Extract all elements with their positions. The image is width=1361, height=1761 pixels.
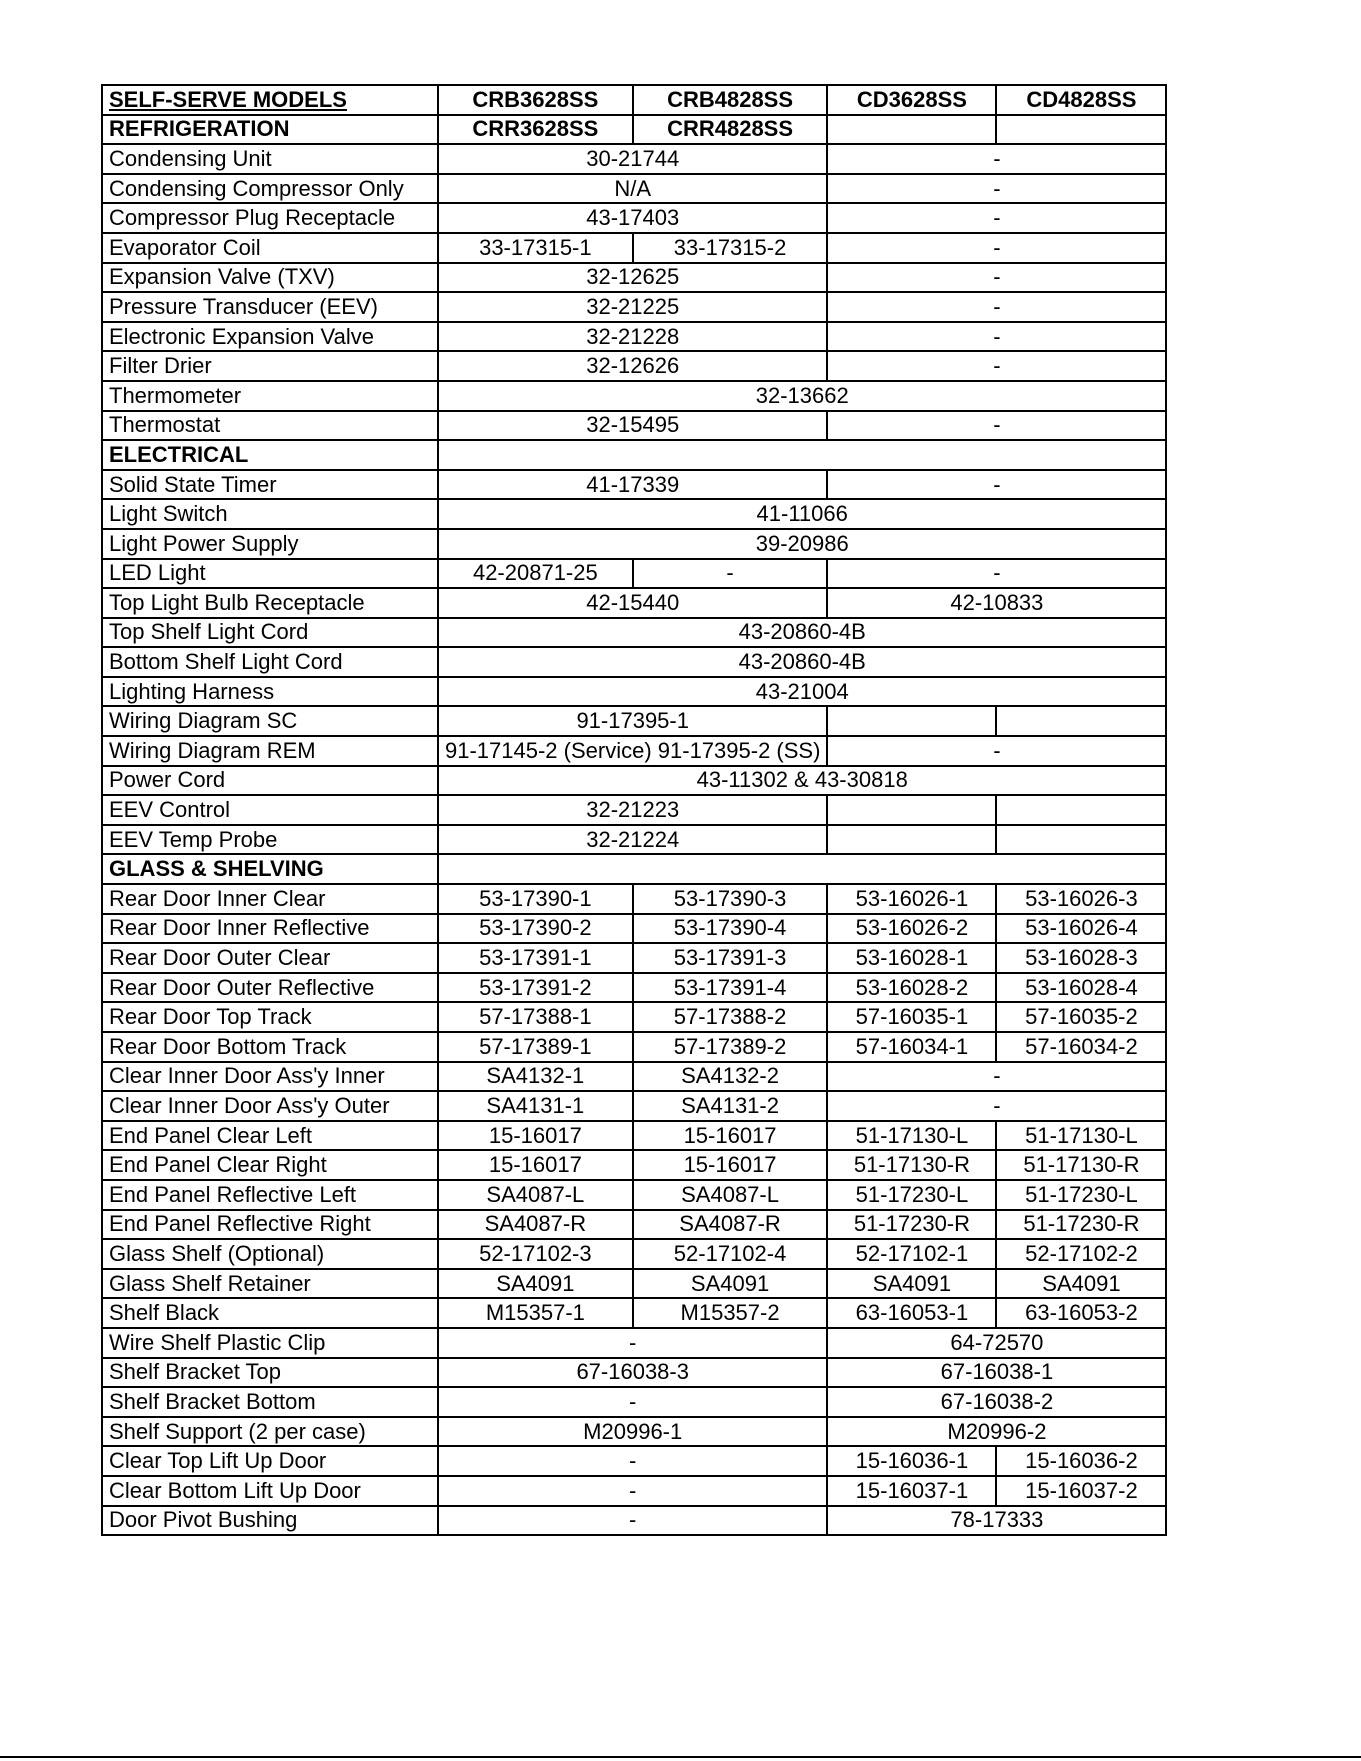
model-header — [827, 115, 996, 145]
part-number: 67-16038-3 — [438, 1358, 827, 1388]
part-number: 32-12625 — [438, 263, 827, 293]
table-row — [102, 499, 1166, 529]
part-number: 33-17315-2 — [633, 233, 828, 263]
table-row — [102, 203, 1166, 233]
part-number: 32-21224 — [438, 825, 827, 855]
table-title: SELF-SERVE MODELS — [102, 85, 438, 115]
table-row — [102, 351, 1166, 381]
section-heading-glass-shelving: GLASS & SHELVING — [102, 854, 438, 884]
part-number: - — [438, 1476, 827, 1506]
part-label: Condensing Compressor Only — [102, 174, 438, 204]
part-label: Shelf Bracket Top — [102, 1358, 438, 1388]
part-label: Pressure Transducer (EEV) — [102, 292, 438, 322]
part-label: Compressor Plug Receptacle — [102, 203, 438, 233]
part-number: 67-16038-2 — [827, 1387, 1166, 1417]
part-number: 53-16026-1 — [827, 884, 996, 914]
part-label: LED Light — [102, 559, 438, 589]
part-number — [996, 795, 1166, 825]
table-row — [102, 1180, 1166, 1210]
part-number: 53-16028-3 — [996, 943, 1166, 973]
part-number: 32-21225 — [438, 292, 827, 322]
table-row — [102, 559, 1166, 589]
part-number: 57-17389-1 — [438, 1032, 633, 1062]
part-number: - — [827, 411, 1166, 441]
part-number: 53-17391-4 — [633, 973, 828, 1003]
part-number: 15-16037-1 — [827, 1476, 996, 1506]
part-number: 64-72570 — [827, 1328, 1166, 1358]
part-number: SA4091 — [633, 1269, 828, 1299]
part-number: - — [827, 144, 1166, 174]
part-number: SA4087-L — [438, 1180, 633, 1210]
part-label: Shelf Support (2 per case) — [102, 1417, 438, 1447]
part-number: 53-16028-2 — [827, 973, 996, 1003]
part-number: - — [827, 559, 1166, 589]
part-number — [827, 706, 996, 736]
table-row — [102, 381, 1166, 411]
table-row — [102, 1417, 1166, 1447]
part-number: - — [438, 1387, 827, 1417]
part-number: SA4091 — [996, 1269, 1166, 1299]
part-number: - — [827, 470, 1166, 500]
part-number: - — [827, 174, 1166, 204]
table-row — [102, 1387, 1166, 1417]
table-row — [102, 411, 1166, 441]
part-label: Rear Door Inner Clear — [102, 884, 438, 914]
part-number — [996, 706, 1166, 736]
electrical-section — [102, 440, 1166, 854]
part-number: - — [827, 736, 1166, 766]
part-number: 53-16026-3 — [996, 884, 1166, 914]
table-row — [102, 706, 1166, 736]
part-number: 57-16035-1 — [827, 1002, 996, 1032]
part-number: SA4091 — [438, 1269, 633, 1299]
section-heading-spacer — [438, 854, 1166, 884]
part-number: SA4132-1 — [438, 1062, 633, 1092]
part-number: 78-17333 — [827, 1506, 1166, 1536]
part-label: Clear Top Lift Up Door — [102, 1446, 438, 1476]
part-label: Expansion Valve (TXV) — [102, 263, 438, 293]
part-number: 91-17145-2 (Service) 91-17395-2 (SS) — [438, 736, 827, 766]
part-label: Rear Door Outer Clear — [102, 943, 438, 973]
part-number: 42-10833 — [827, 588, 1166, 618]
table-row — [102, 144, 1166, 174]
table-row — [102, 618, 1166, 648]
part-label: Power Cord — [102, 766, 438, 796]
part-number: 33-17315-1 — [438, 233, 633, 263]
part-label: End Panel Clear Right — [102, 1150, 438, 1180]
part-label: Filter Drier — [102, 351, 438, 381]
table-row — [102, 795, 1166, 825]
table-row — [102, 1032, 1166, 1062]
table-row — [102, 470, 1166, 500]
refrigeration-section — [102, 144, 1166, 440]
part-number: 32-12626 — [438, 351, 827, 381]
part-label: Rear Door Inner Reflective — [102, 914, 438, 944]
part-number: 15-16036-2 — [996, 1446, 1166, 1476]
part-label: Rear Door Bottom Track — [102, 1032, 438, 1062]
part-label: Evaporator Coil — [102, 233, 438, 263]
part-number: - — [827, 1062, 1166, 1092]
part-number: 43-11302 & 43-30818 — [438, 766, 1166, 796]
part-number: 53-16028-1 — [827, 943, 996, 973]
parts-sheet — [101, 84, 1167, 1536]
table-row — [102, 588, 1166, 618]
table-row — [102, 1121, 1166, 1151]
part-label: Thermostat — [102, 411, 438, 441]
part-label: Rear Door Top Track — [102, 1002, 438, 1032]
model-header — [996, 115, 1166, 145]
model-header: CD4828SS — [996, 85, 1166, 115]
table-row — [102, 1446, 1166, 1476]
part-label: Wiring Diagram REM — [102, 736, 438, 766]
part-number: 53-17391-2 — [438, 973, 633, 1003]
part-number: 91-17395-1 — [438, 706, 827, 736]
header-row-1 — [102, 85, 1166, 115]
part-label: End Panel Clear Left — [102, 1121, 438, 1151]
part-number: 57-16035-2 — [996, 1002, 1166, 1032]
part-number: 32-15495 — [438, 411, 827, 441]
table-row — [102, 914, 1166, 944]
part-number: 53-17390-1 — [438, 884, 633, 914]
part-number: 15-16017 — [438, 1150, 633, 1180]
parts-table — [101, 84, 1167, 1536]
part-number: SA4131-1 — [438, 1091, 633, 1121]
table-row — [102, 292, 1166, 322]
part-number: 51-17130-L — [827, 1121, 996, 1151]
model-header: CRB4828SS — [633, 85, 828, 115]
page-bottom-rule — [0, 1756, 1361, 1758]
part-number: 57-16034-1 — [827, 1032, 996, 1062]
section-heading-refrigeration: REFRIGERATION — [102, 115, 438, 145]
part-label: Top Shelf Light Cord — [102, 618, 438, 648]
part-number: M20996-1 — [438, 1417, 827, 1447]
part-number: N/A — [438, 174, 827, 204]
table-row — [102, 825, 1166, 855]
part-label: Glass Shelf Retainer — [102, 1269, 438, 1299]
part-label: EEV Temp Probe — [102, 825, 438, 855]
part-number: - — [827, 351, 1166, 381]
part-number: 43-20860-4B — [438, 618, 1166, 648]
table-row — [102, 1239, 1166, 1269]
part-number: 51-17230-L — [827, 1180, 996, 1210]
part-number: SA4132-2 — [633, 1062, 828, 1092]
part-number: - — [438, 1446, 827, 1476]
part-label: Top Light Bulb Receptacle — [102, 588, 438, 618]
part-label: Clear Inner Door Ass'y Inner — [102, 1062, 438, 1092]
table-row — [102, 1328, 1166, 1358]
part-number: SA4087-R — [633, 1210, 828, 1240]
part-number: 57-17388-2 — [633, 1002, 828, 1032]
part-number: 51-17230-L — [996, 1180, 1166, 1210]
part-number: M15357-2 — [633, 1298, 828, 1328]
part-label: Condensing Unit — [102, 144, 438, 174]
part-number: 42-15440 — [438, 588, 827, 618]
table-row — [102, 1358, 1166, 1388]
table-row — [102, 1476, 1166, 1506]
part-number: 57-17389-2 — [633, 1032, 828, 1062]
table-row — [102, 766, 1166, 796]
part-label: Light Switch — [102, 499, 438, 529]
table-row — [102, 1210, 1166, 1240]
table-row — [102, 943, 1166, 973]
part-number: SA4131-2 — [633, 1091, 828, 1121]
table-row — [102, 973, 1166, 1003]
part-number: 51-17130-R — [996, 1150, 1166, 1180]
part-number: 67-16038-1 — [827, 1358, 1166, 1388]
part-number — [996, 825, 1166, 855]
model-header: CRB3628SS — [438, 85, 633, 115]
model-header: CRR3628SS — [438, 115, 633, 145]
part-label: Solid State Timer — [102, 470, 438, 500]
table-row — [102, 1091, 1166, 1121]
part-number: 53-17391-3 — [633, 943, 828, 973]
part-label: EEV Control — [102, 795, 438, 825]
table-row — [102, 1062, 1166, 1092]
part-label: Electronic Expansion Valve — [102, 322, 438, 352]
table-row — [102, 233, 1166, 263]
part-number: - — [827, 263, 1166, 293]
part-label: Clear Bottom Lift Up Door — [102, 1476, 438, 1506]
part-number: 53-16026-2 — [827, 914, 996, 944]
part-number: - — [827, 233, 1166, 263]
part-number: 53-17390-2 — [438, 914, 633, 944]
part-number: 41-11066 — [438, 499, 1166, 529]
part-number: - — [827, 322, 1166, 352]
part-number: - — [633, 559, 828, 589]
part-number: - — [438, 1328, 827, 1358]
part-number: 42-20871-25 — [438, 559, 633, 589]
part-number: 51-17230-R — [827, 1210, 996, 1240]
part-label: Thermometer — [102, 381, 438, 411]
part-number: 43-21004 — [438, 677, 1166, 707]
part-label: Wiring Diagram SC — [102, 706, 438, 736]
model-header: CD3628SS — [827, 85, 996, 115]
part-label: Bottom Shelf Light Cord — [102, 647, 438, 677]
part-label: Clear Inner Door Ass'y Outer — [102, 1091, 438, 1121]
part-number: 30-21744 — [438, 144, 827, 174]
part-number — [827, 825, 996, 855]
table-row — [102, 1298, 1166, 1328]
table-row — [102, 647, 1166, 677]
part-number: 43-17403 — [438, 203, 827, 233]
part-number: 51-17130-R — [827, 1150, 996, 1180]
table-row — [102, 1506, 1166, 1536]
part-number: 52-17102-3 — [438, 1239, 633, 1269]
glass-shelving-section — [102, 854, 1166, 1535]
part-number: - — [827, 1091, 1166, 1121]
section-heading-spacer — [438, 440, 1166, 470]
part-label: Door Pivot Bushing — [102, 1506, 438, 1536]
part-label: Shelf Black — [102, 1298, 438, 1328]
part-number: M15357-1 — [438, 1298, 633, 1328]
part-number: 43-20860-4B — [438, 647, 1166, 677]
part-number: 15-16017 — [633, 1121, 828, 1151]
part-number: M20996-2 — [827, 1417, 1166, 1447]
part-label: Shelf Bracket Bottom — [102, 1387, 438, 1417]
table-row — [102, 174, 1166, 204]
part-label: End Panel Reflective Left — [102, 1180, 438, 1210]
table-row — [102, 1002, 1166, 1032]
part-label: Glass Shelf (Optional) — [102, 1239, 438, 1269]
part-label: Wire Shelf Plastic Clip — [102, 1328, 438, 1358]
table-row — [102, 263, 1166, 293]
header-row-2 — [102, 115, 1166, 145]
table-row — [102, 677, 1166, 707]
part-number: 52-17102-2 — [996, 1239, 1166, 1269]
part-number: 51-17130-L — [996, 1121, 1166, 1151]
part-number: 57-16034-2 — [996, 1032, 1166, 1062]
part-number: 53-17390-3 — [633, 884, 828, 914]
section-heading-row — [102, 440, 1166, 470]
part-number: - — [827, 292, 1166, 322]
part-number: 53-17390-4 — [633, 914, 828, 944]
table-row — [102, 736, 1166, 766]
part-number: 53-16028-4 — [996, 973, 1166, 1003]
table-row — [102, 529, 1166, 559]
part-number: 63-16053-2 — [996, 1298, 1166, 1328]
part-number: 41-17339 — [438, 470, 827, 500]
part-label: Rear Door Outer Reflective — [102, 973, 438, 1003]
table-row — [102, 1150, 1166, 1180]
part-number: 51-17230-R — [996, 1210, 1166, 1240]
section-heading-row — [102, 854, 1166, 884]
part-number: 52-17102-4 — [633, 1239, 828, 1269]
part-number: 53-17391-1 — [438, 943, 633, 973]
table-row — [102, 884, 1166, 914]
part-number: 32-21228 — [438, 322, 827, 352]
part-number: - — [827, 203, 1166, 233]
part-number: 15-16036-1 — [827, 1446, 996, 1476]
part-number: - — [438, 1506, 827, 1536]
part-number — [827, 795, 996, 825]
part-number: 15-16017 — [438, 1121, 633, 1151]
section-heading-electrical: ELECTRICAL — [102, 440, 438, 470]
part-number: 15-16037-2 — [996, 1476, 1166, 1506]
part-number: SA4087-R — [438, 1210, 633, 1240]
part-number: 15-16017 — [633, 1150, 828, 1180]
part-number: 32-13662 — [438, 381, 1166, 411]
part-label: Light Power Supply — [102, 529, 438, 559]
part-number: 32-21223 — [438, 795, 827, 825]
model-header: CRR4828SS — [633, 115, 828, 145]
part-label: Lighting Harness — [102, 677, 438, 707]
part-number: 63-16053-1 — [827, 1298, 996, 1328]
part-label: End Panel Reflective Right — [102, 1210, 438, 1240]
part-number: 52-17102-1 — [827, 1239, 996, 1269]
part-number: 39-20986 — [438, 529, 1166, 559]
part-number: 53-16026-4 — [996, 914, 1166, 944]
table-row — [102, 1269, 1166, 1299]
part-number: SA4091 — [827, 1269, 996, 1299]
part-number: SA4087-L — [633, 1180, 828, 1210]
part-number: 57-17388-1 — [438, 1002, 633, 1032]
table-row — [102, 322, 1166, 352]
